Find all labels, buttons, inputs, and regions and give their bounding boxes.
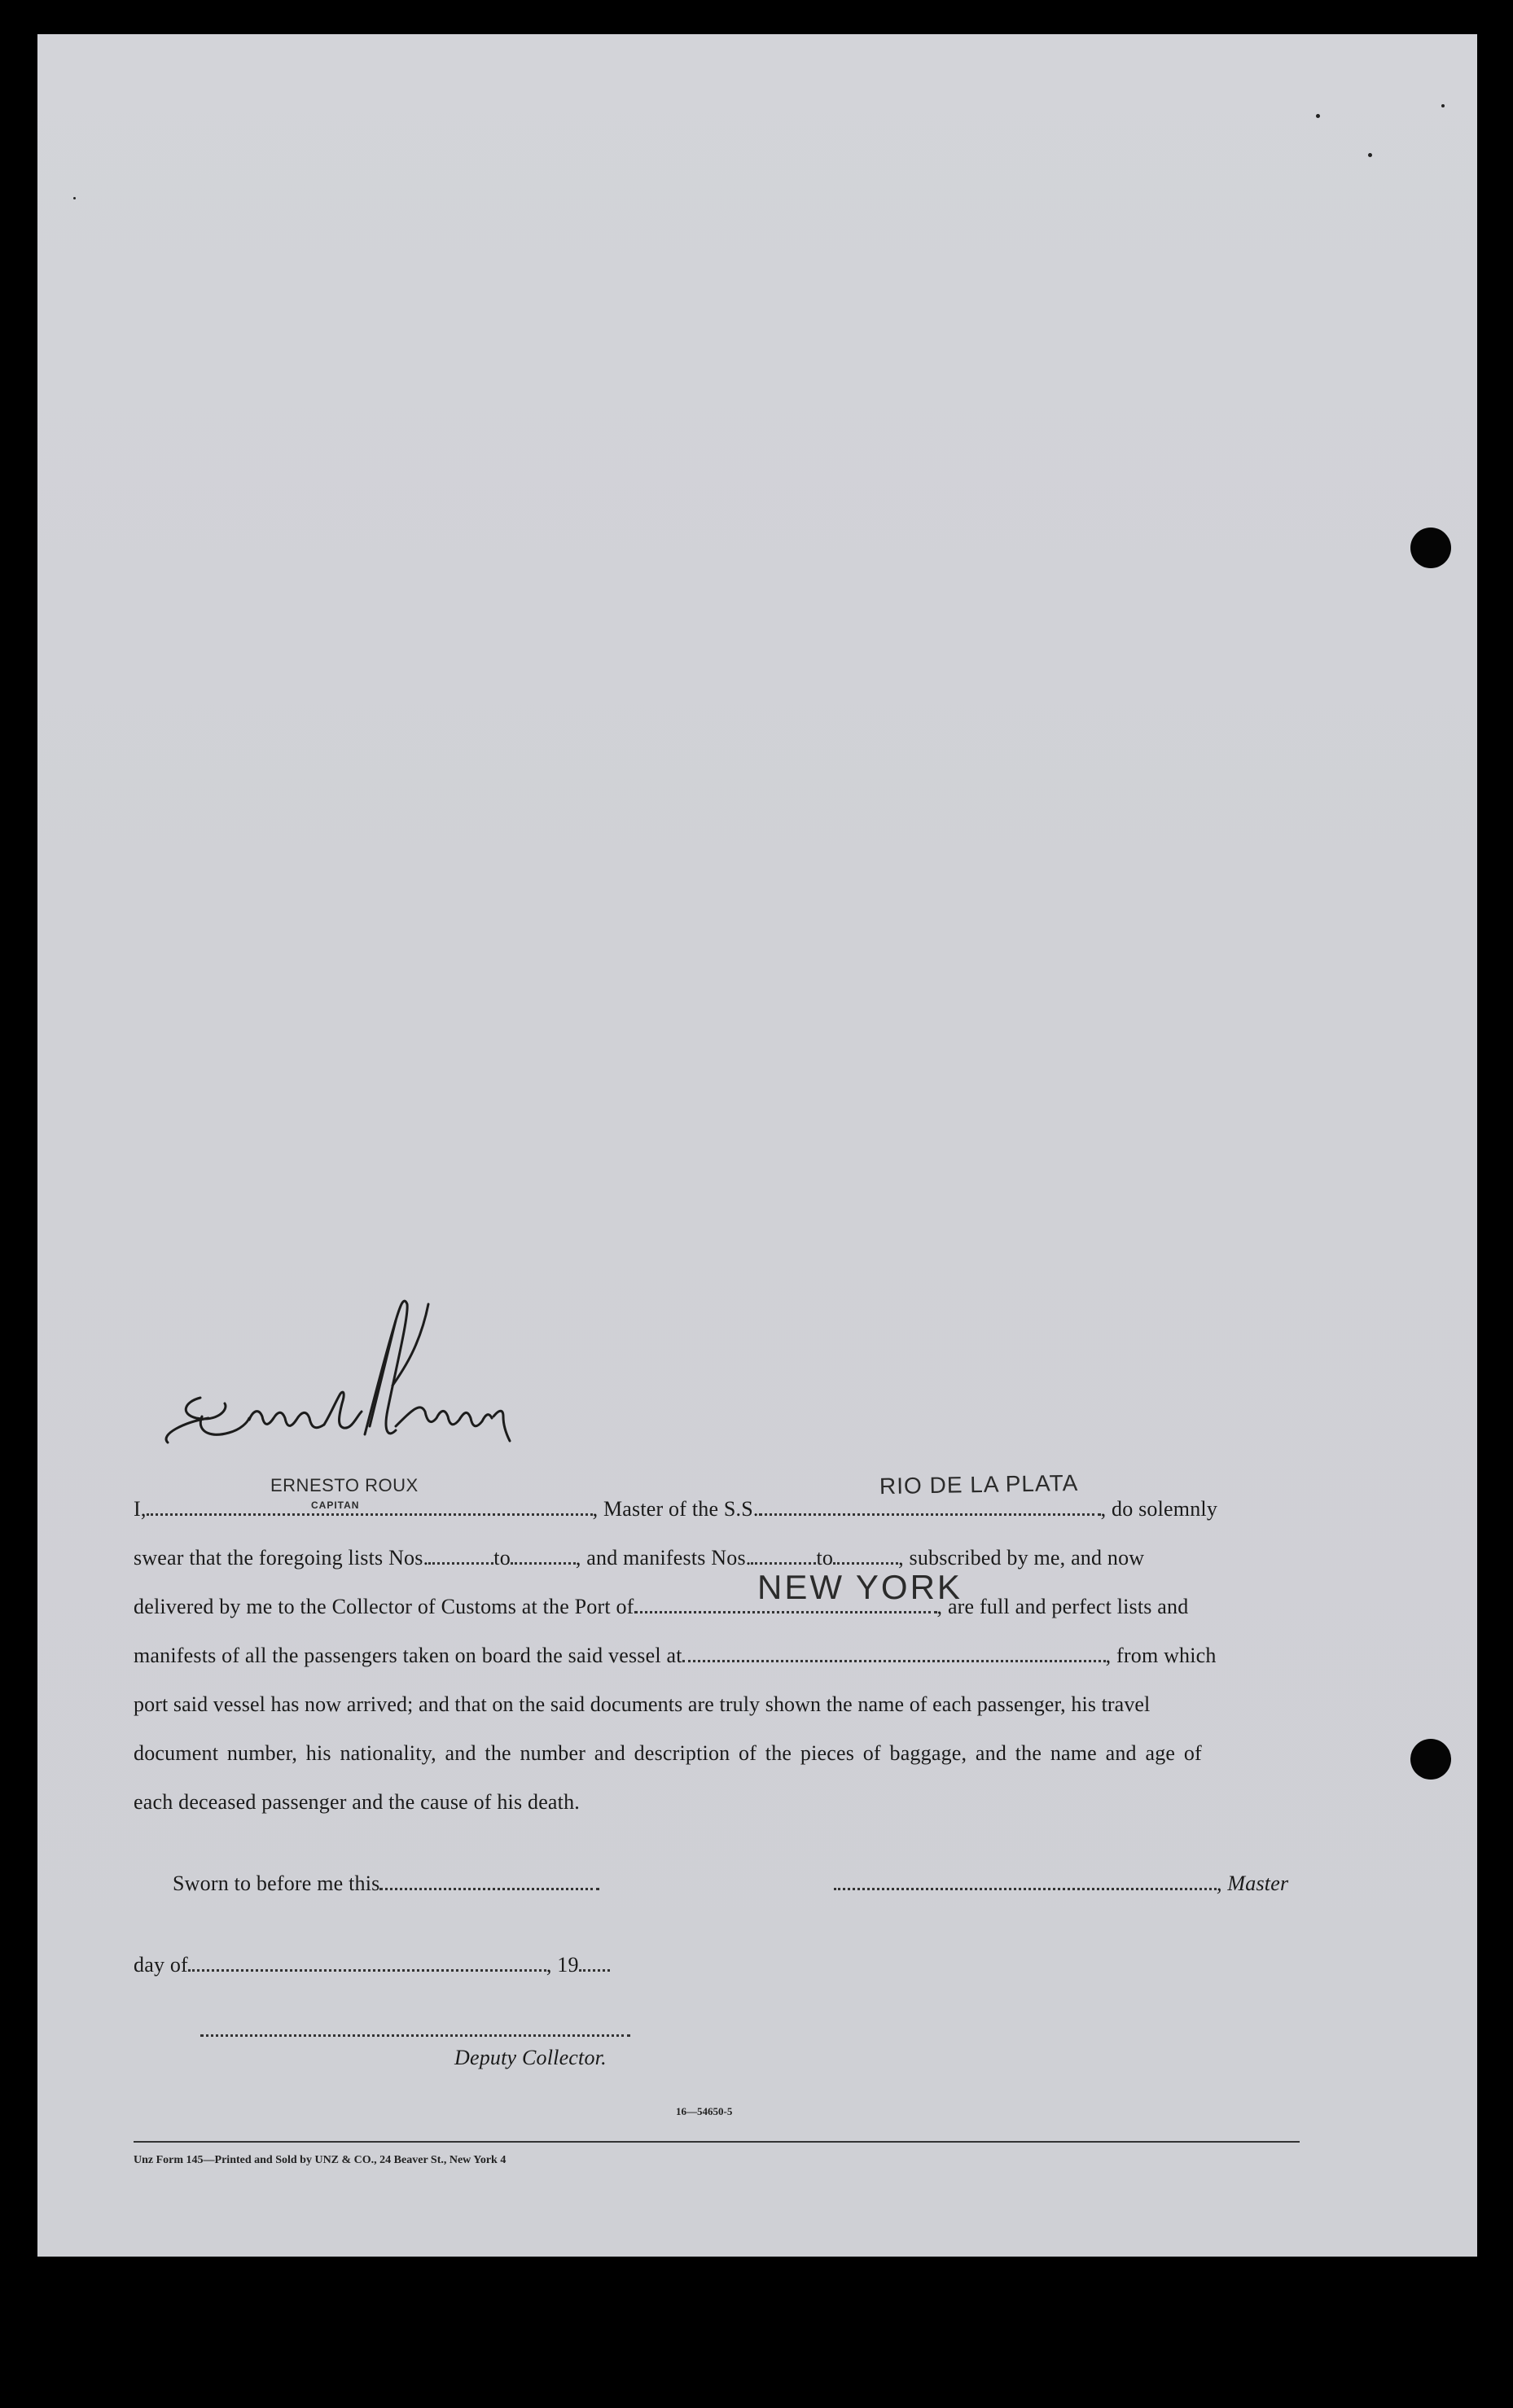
year-label: , 19 [546,1953,579,1977]
form-code: 16—54650-5 [676,2105,733,2117]
lists-to-field [511,1544,576,1565]
master-of-label: , Master of the S.S. [592,1497,759,1521]
stamp-master-name: ERNESTO ROUX [270,1475,419,1495]
month-field [188,1951,546,1972]
paper-speck [1368,153,1372,157]
solemnly-label: , do solemnly [1100,1497,1218,1521]
manifests-passengers-label: manifests of all the passengers taken on board the said vessel at [134,1644,682,1667]
paper-speck [1441,104,1445,107]
stamp-master-title: CAPITAN [311,1500,360,1511]
paper-speck [1316,114,1320,118]
affidavit-line-5: port said vessel has now arrived; and that on the said documents are truly shown the name of each passenger, his travel [134,1692,1151,1716]
master-signature-field [834,1870,1217,1890]
affidavit-line-6: document number, his nationality, and the number and description of the pieces of baggage, and the name and age of [134,1741,1202,1765]
sworn-label: Sworn to before me this [173,1872,380,1895]
master-sig-label: , Master [1217,1872,1289,1895]
jurat-master-line [834,1867,1306,1900]
jurat-day-line [134,1949,704,1981]
punch-hole-bottom [1410,1739,1451,1780]
affidavit-line-1 [134,1493,1300,1526]
lists-label: swear that the foregoing lists Nos. [134,1546,429,1570]
jurat-sworn-line [173,1867,694,1900]
affidavit-line-2 [134,1542,1300,1574]
lists-to-label: to [493,1546,511,1570]
subscribed-label: , subscribed by me, and now [898,1546,1145,1570]
stamp-port-name: NEW YORK [757,1568,963,1606]
year-field [579,1951,610,1972]
lists-from-field [428,1544,493,1565]
printer-footer: Unz Form 145—Printed and Sold by UNZ & CO., 24 Beaver St., New York 4 [134,2154,507,2166]
sworn-day-field [379,1870,599,1890]
vessel-name-field [759,1495,1101,1516]
punch-hole-top [1410,528,1451,568]
from-which-label: , from which [1105,1644,1217,1667]
stamp-vessel-name: RIO DE LA PLATA [879,1469,1079,1500]
affidavit-line-4 [134,1640,1300,1672]
paper-speck [73,197,76,199]
affidavit-line-3 [134,1591,1300,1623]
deputy-collector-label: Deputy Collector. [454,2046,607,2069]
footer-rule [134,2141,1300,2143]
day-of-label: day of [134,1953,188,1977]
embark-port-field [682,1642,1106,1662]
delivered-label: delivered by me to the Collector of Customs at the Port of [134,1595,634,1618]
port-field [634,1593,937,1613]
manifests-to-field [833,1544,898,1565]
manifests-label: , and manifests Nos. [575,1546,752,1570]
manifests-from-field [751,1544,816,1565]
master-name-field [147,1495,593,1516]
full-perfect-label: , are full and perfect lists and [936,1595,1189,1618]
manifests-to-label: to [816,1546,834,1570]
deputy-signature-field [200,2016,630,2037]
affidavit-prefix: I, [134,1497,147,1521]
form-page [37,34,1477,2257]
master-signature [151,1272,640,1459]
affidavit-line-7: each deceased passenger and the cause of his death. [134,1790,580,1814]
